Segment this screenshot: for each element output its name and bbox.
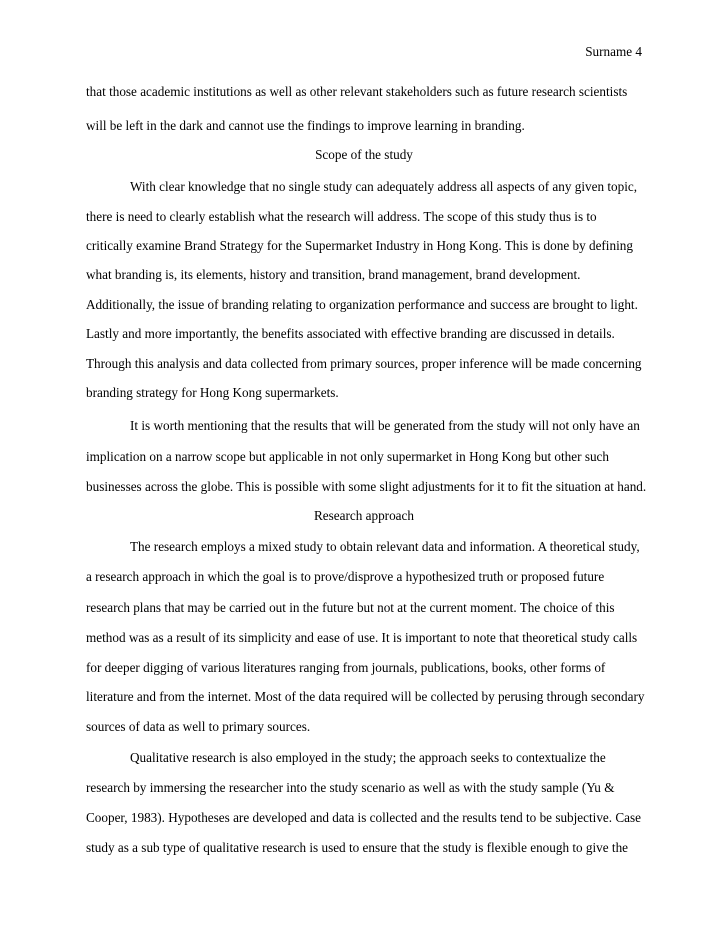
body-line: there is need to clearly establish what the research will address. The scope of this study thus is to <box>86 209 597 224</box>
body-line: study as a sub type of qualitative research is used to ensure that the study is flexible enough to give the <box>86 840 629 855</box>
section-heading-scope: Scope of the study <box>315 147 413 162</box>
running-head: Surname 4 <box>585 44 642 59</box>
body-line: what branding is, its elements, history and transition, brand management, brand development. <box>86 267 581 282</box>
body-line: The research employs a mixed study to obtain relevant data and information. A theoretical study, <box>130 539 640 554</box>
body-line: It is worth mentioning that the results that will be generated from the study will not only have an <box>130 418 640 433</box>
section-heading-approach: Research approach <box>314 508 414 523</box>
body-line: research plans that may be carried out in the future but not at the current moment. The choice of this <box>86 600 615 615</box>
body-line: Through this analysis and data collected from primary sources, proper inference will be made concerning <box>86 356 642 371</box>
body-line: literature and from the internet. Most of the data required will be collected by perusing through secondary <box>86 689 645 704</box>
body-line: Qualitative research is also employed in the study; the approach seeks to contextualize the <box>130 750 606 765</box>
body-line: sources of data as well to primary sources. <box>86 719 311 734</box>
body-line: that those academic institutions as well as other relevant stakeholders such as future research scientists <box>86 84 628 99</box>
body-line: research by immersing the researcher into the study scenario as well as with the study sample (Yu & <box>86 780 615 795</box>
body-line: Lastly and more importantly, the benefits associated with effective branding are discussed in details. <box>86 326 615 341</box>
body-line: method was as a result of its simplicity and ease of use. It is important to note that theoretical study calls <box>86 630 638 645</box>
body-line: businesses across the globe. This is possible with some slight adjustments for it to fit the situation at hand. <box>86 479 647 494</box>
body-line: Cooper, 1983). Hypotheses are developed and data is collected and the results tend to be subjective. Case <box>86 810 642 825</box>
body-line: will be left in the dark and cannot use the findings to improve learning in branding. <box>86 118 525 133</box>
body-line: Additionally, the issue of branding relating to organization performance and success are brought to light. <box>86 297 638 312</box>
body-line: branding strategy for Hong Kong supermarkets. <box>86 385 339 400</box>
body-line: for deeper digging of various literatures ranging from journals, publications, books, other forms of <box>86 660 606 675</box>
body-line: With clear knowledge that no single study can adequately address all aspects of any given topic, <box>130 179 638 194</box>
body-line: a research approach in which the goal is to prove/disprove a hypothesized truth or proposed future <box>86 569 605 584</box>
body-line: critically examine Brand Strategy for the Supermarket Industry in Hong Kong. This is done by defining <box>86 238 633 253</box>
body-line: implication on a narrow scope but applicable in not only supermarket in Hong Kong but other such <box>86 449 609 464</box>
